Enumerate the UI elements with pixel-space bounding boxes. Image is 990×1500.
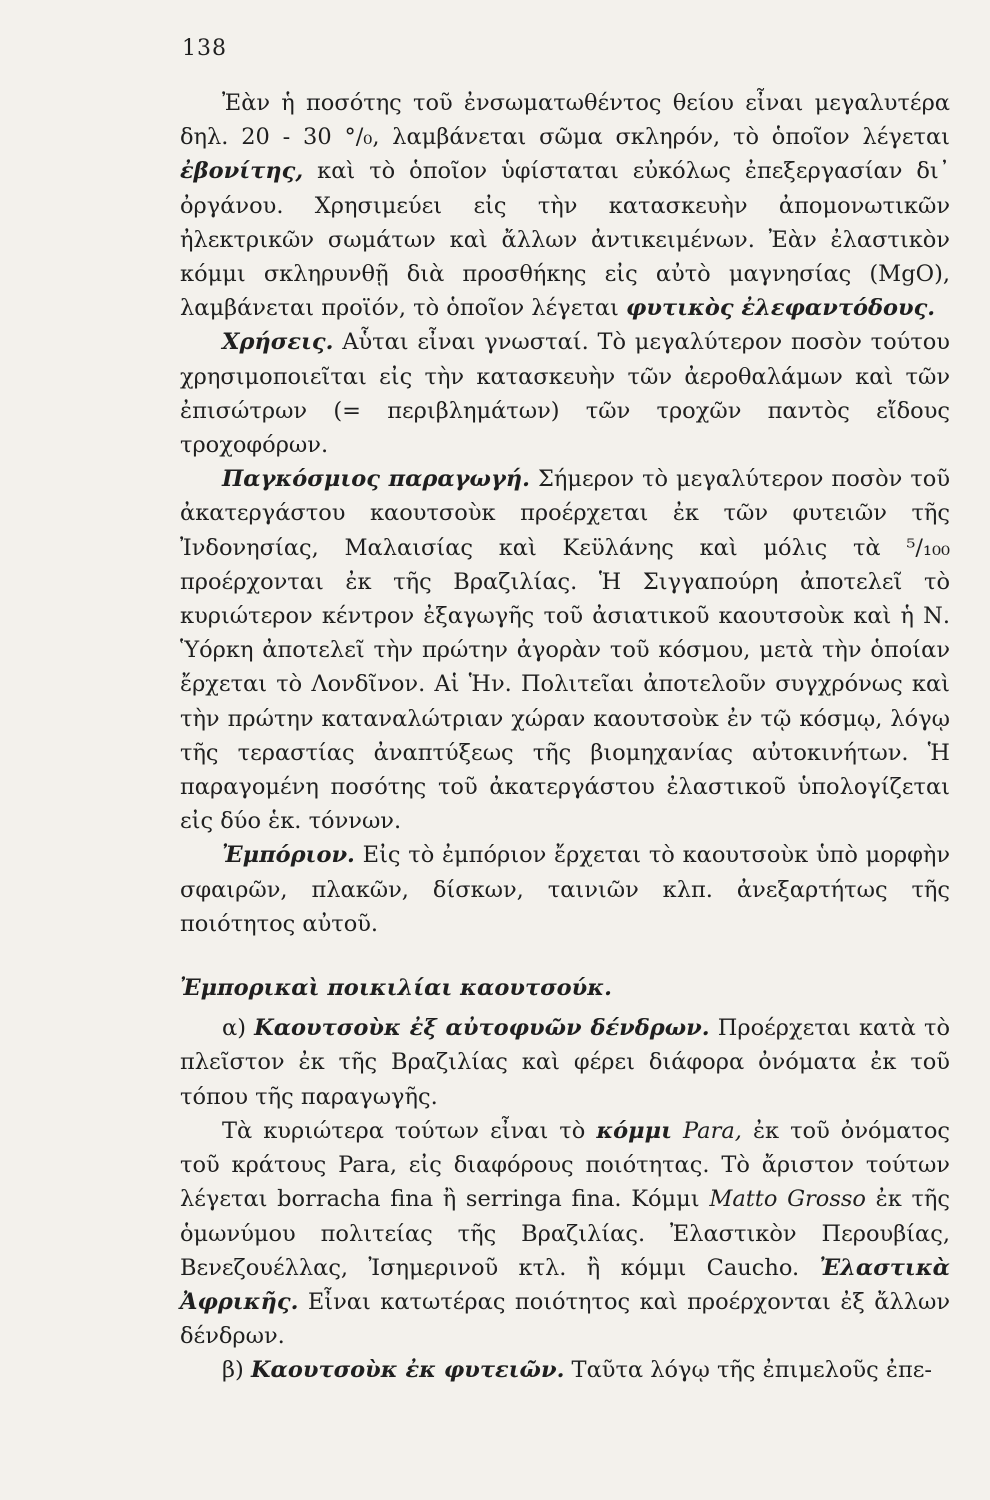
term-matto-grosso: Matto Grosso xyxy=(709,1186,866,1213)
paragraph-varieties xyxy=(180,1114,950,1353)
term-ebonite: ἐβονίτης, xyxy=(180,158,304,185)
term-kommi: κόμμι xyxy=(596,1117,673,1144)
text-run xyxy=(672,1118,683,1144)
run-in-heading-plantations: Καουτσοὺκ ἐκ φυτειῶν. xyxy=(250,1357,565,1384)
paragraph-trade xyxy=(180,838,950,941)
paragraph-wild-trees xyxy=(180,1011,950,1114)
text-run: Ταῦτα λόγῳ τῆς ἐπιμελοῦς ἐπε- xyxy=(564,1357,932,1384)
text-run: Εἶναι κατωτέρας ποιότητος καὶ προέρχονται ἐξ ἄλλων δένδρων. xyxy=(180,1288,950,1350)
text-run: καὶ τὸ ὁποῖον ὑφίσταται εὐκόλως ἐπεξεργασίαν δι᾽ ὀργάνου. Χρησιμεύει εἰς τὴν κατασκευὴν ἀπομονωτικῶν ἠλεκτρικῶν σωμάτων καὶ ἄλλων ἀντικειμένων. Ἐὰν ἐλαστικὸν κόμμι σκληρυνθῇ διὰ προσθήκης εἰς αὐτὸ μαγνησίας (MgO), λαμβάνεται προϊόν, τὸ ὁποῖον λέγεται xyxy=(180,158,950,322)
term-para: Para, xyxy=(683,1117,742,1144)
term-african-rubber: Ἐλαστικὰ Ἀφρικῆς. xyxy=(180,1254,950,1315)
section-heading: Ἐμπορικαὶ ποικιλίαι καουτσούκ. xyxy=(180,975,612,1002)
paragraph-world-production xyxy=(180,462,950,838)
text-run: Τὰ κυριώτερα τούτων εἶναι τὸ xyxy=(222,1117,597,1144)
run-in-heading-trade: Ἐμπόριον. xyxy=(222,842,355,869)
text-run: ἐκ τοῦ ὀνόματος τοῦ κράτους Para, εἰς διαφόρους ποιότητας. Τὸ ἄριστον τούτων λέγεται borracha fina ἢ serringa fina. Κόμμι xyxy=(180,1117,950,1213)
paragraph-plantations xyxy=(180,1353,950,1387)
text-run: Σήμερον τὸ μεγαλύτερον ποσὸν τοῦ ἀκατεργάστου καουτσοὺκ προέρχεται ἐκ τῶν φυτειῶν τῆς Ἰνδονησίας, Μαλαισίας καὶ Κεϋλάνης καὶ μόλις τὰ ⁵/₁₀₀ προέρχονται ἐκ τῆς Βραζιλίας. Ἡ Σιγγαπούρη ἀποτελεῖ τὸ κυριώτερον κέντρον ἐξαγωγῆς τοῦ ἀσιατικοῦ καουτσοὺκ καὶ ἡ Ν. Ὑόρκη ἀποτελεῖ τὴν πρώτην ἀγορὰν τοῦ κόσμου, μετὰ τὴν ὁποίαν ἔρχεται τὸ Λονδῖνον. Αἱ Ἡν. Πολιτεῖαι ἀποτελοῦν συγχρόνως καὶ τὴν πρώτην καταναλώτριαν χώραν καουτσοὺκ ἐν τῷ κόσμῳ, λόγῳ τῆς τεραστίας ἀναπτύξεως τῆς βιομηχανίας αὐτοκινήτων. Ἡ παραγομένη ποσότης τοῦ ἀκατεργάστου ἐλαστικοῦ ὑπολογίζεται εἰς δύο ἑκ. τόννων. xyxy=(180,466,950,835)
term-vegetable-ivory: φυτικὸς ἐλεφαντόδους. xyxy=(626,295,936,322)
paragraph-uses xyxy=(180,325,950,462)
page-number: 138 xyxy=(182,36,227,61)
body-text xyxy=(180,86,950,1388)
text-run: Ἐὰν ἡ ποσότης τοῦ ἐνσωματωθέντος θείου εἶναι μεγαλυτέρα δηλ. 20 - 30 °/₀, λαμβάνεται σῶμα σκληρόν, τὸ ὁποῖον λέγεται xyxy=(180,90,950,151)
text-run: Εἰς τὸ ἐμπόριον ἔρχεται τὸ καουτσοὺκ ὑπὸ μορφὴν σφαιρῶν, πλακῶν, δίσκων, ταινιῶν κλπ. ἀνεξαρτήτως τῆς ποιότητος αὐτοῦ. xyxy=(180,842,950,937)
list-label: β) xyxy=(222,1357,251,1384)
text-run: ἐκ τῆς ὁμωνύμου πολιτείας τῆς Βραζιλίας. Ἐλαστικὸν Περουβίας, Βενεζουέλλας, Ἰσημερινοῦ κτλ. ἢ κόμμι Caucho. xyxy=(180,1186,950,1281)
list-label: α) xyxy=(222,1015,255,1042)
text-run: Προέρχεται κατὰ τὸ πλεῖστον ἐκ τῆς Βραζιλίας καὶ φέρει διάφορα ὀνόματα ἐκ τοῦ τόπου τῆς παραγωγῆς. xyxy=(180,1015,951,1110)
paragraph-ebonite xyxy=(180,86,950,325)
run-in-heading-wild: Καουτσοὺκ ἐξ αὐτοφυῶν δένδρων. xyxy=(254,1015,710,1042)
run-in-heading-production: Παγκόσμιος παραγωγή. xyxy=(222,466,530,493)
text-run: Αὗται εἶναι γνωσταί. Τὸ μεγαλύτερον ποσὸν τούτου χρησιμοποιεῖται εἰς τὴν κατασκευὴν τῶν ἀεροθαλάμων καὶ τῶν ἐπισώτρων (= περιβλημάτων) τῶν τροχῶν παντὸς εἴδους τροχοφόρων. xyxy=(180,329,950,459)
run-in-heading-uses: Χρήσεις. xyxy=(222,329,334,356)
